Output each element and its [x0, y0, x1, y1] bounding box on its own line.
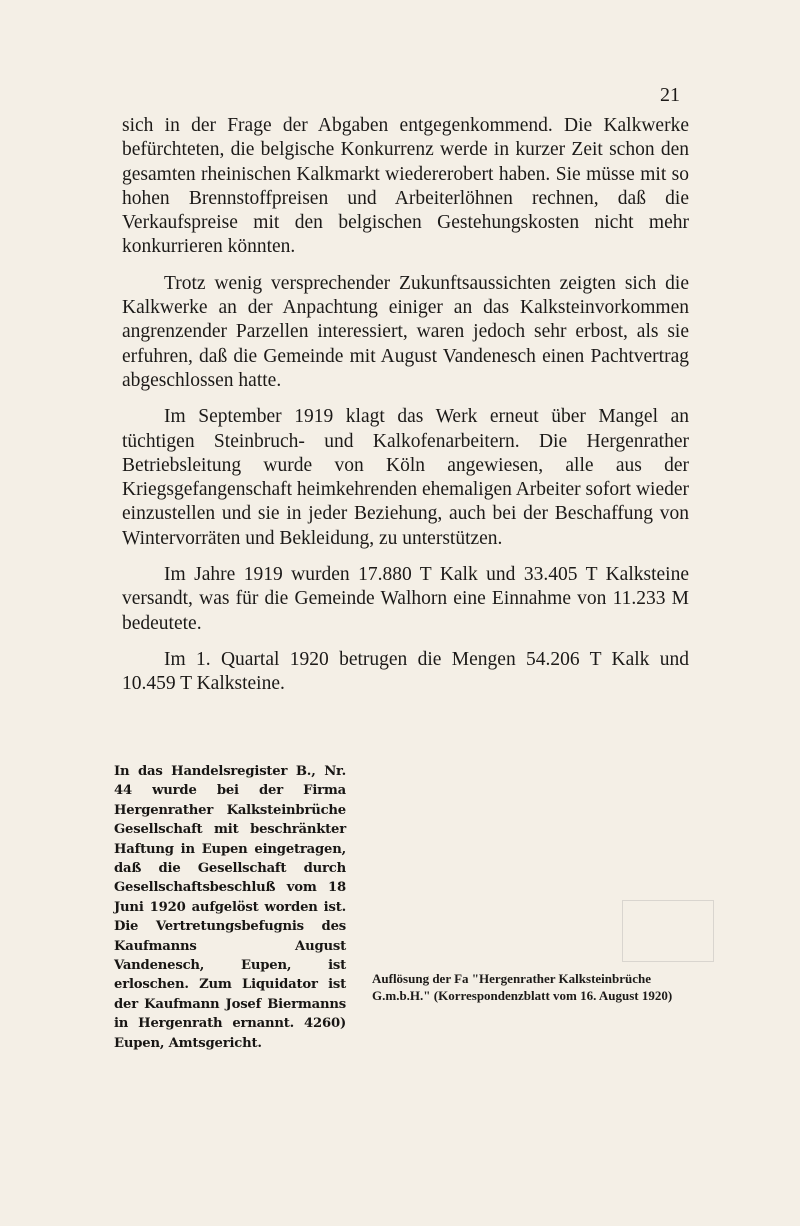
- clipping-caption: Auflösung der Fa "Hergenrather Kalksteinbrüche G.m.b.H." (Korrespondenzblatt vom 16. August 1920): [372, 971, 673, 1003]
- faded-stamp: [622, 900, 714, 962]
- newspaper-clipping: In das Handelsregister B., Nr. 44 wurde bei der Firma Hergenrather Kalksteinbrüche Gesellschaft mit beschränkter Haftung in Eupen eingetragen, daß die Gesellschaft durch Gesellschaftsbeschluß vom 18 Juni 1920 aufgelöst worden ist. Die Vertretungsbefugnis des Kaufmanns August Vandenesch, Eupen, ist erloschen. Zum Liquidator ist der Kaufmann Josef Biermanns in Hergenrath ernannt. 4260) Eupen, Amtsgericht.: [114, 764, 346, 1051]
- paragraph-3: Im September 1919 klagt das Werk erneut über Mangel an tüchtigen Steinbruch- und Kalkofenarbeitern. Die Hergenrather Betriebsleitung wurde von Köln angewiesen, alle aus der Kriegsgefangenschaft heimkehrenden ehemaligen Arbeiter sofort wieder einzustellen und sie in jeder Beziehung, auch bei der Beschaffung von Wintervorräten und Bekleidung, zu unterstützen.: [122, 406, 689, 549]
- paragraph-1: sich in der Frage der Abgaben entgegenkommend. Die Kalkwerke befürchteten, die belgische Konkurrenz werde in kurzer Zeit schon den gesamten rheinischen Kalkmarkt wiedererobert haben. Sie müsse mit so hohen Brennstoffpreisen und Arbeiterlöhnen rechnen, daß die Verkaufspreise mit den belgischen Gestehungskosten nicht mehr konkurrieren könnten.: [122, 115, 689, 258]
- paragraph-4: Im Jahre 1919 wurden 17.880 T Kalk und 33.405 T Kalksteine versandt, was für die Gemeinde Walhorn eine Einnahme von 11.233 M bedeutete.: [122, 564, 689, 634]
- paragraph-2: Trotz wenig versprechender Zukunftsaussichten zeigten sich die Kalkwerke an der Anpachtung einiger an das Kalksteinvorkommen angrenzender Parzellen interessiert, waren jedoch sehr erbost, als sie erfuhren, daß die Gemeinde mit August Vandenesch einen Pachtvertrag abgeschlossen hatte.: [122, 272, 689, 391]
- page-number: 21: [660, 84, 680, 106]
- main-text: [122, 114, 689, 709]
- paragraph-5: Im 1. Quartal 1920 betrugen die Mengen 54.206 T Kalk und 10.459 T Kalksteine.: [122, 648, 689, 695]
